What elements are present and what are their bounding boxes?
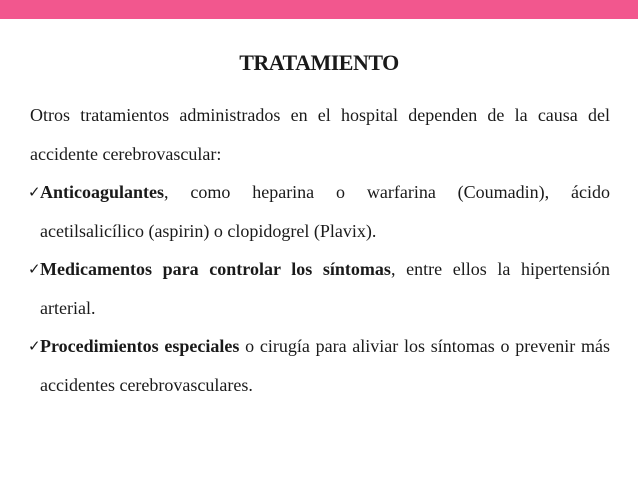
bullet-item-procedimientos (30, 327, 610, 404)
slide-body (30, 96, 610, 404)
bullet-lead: Medicamentos para controlar los síntomas (40, 259, 391, 279)
bullet-lead: Procedimientos especiales (40, 336, 240, 356)
bullet-item-medicamentos (30, 250, 610, 327)
checkmark-icon: ✓ (28, 337, 41, 355)
bullet-body: , entre ellos la hipertensión arterial. (40, 259, 610, 318)
bullet-body: , como heparina o warfarina (Coumadin), ácido acetilsalicílico (aspirin) o clopidogrel (Plavix). (40, 182, 610, 241)
accent-top-bar (0, 0, 638, 19)
intro-paragraph: Otros tratamientos administrados en el hospital dependen de la causa del accidente cerebrovascular: (30, 105, 610, 164)
bullet-body: o cirugía para aliviar los síntomas o prevenir más accidentes cerebrovasculares. (40, 336, 610, 395)
bullet-item-anticoagulantes (30, 173, 610, 250)
checkmark-icon: ✓ (28, 183, 41, 201)
checkmark-icon: ✓ (28, 260, 41, 278)
bullet-lead: Anticoagulantes (40, 182, 165, 202)
slide-title: TRATAMIENTO (239, 50, 399, 75)
